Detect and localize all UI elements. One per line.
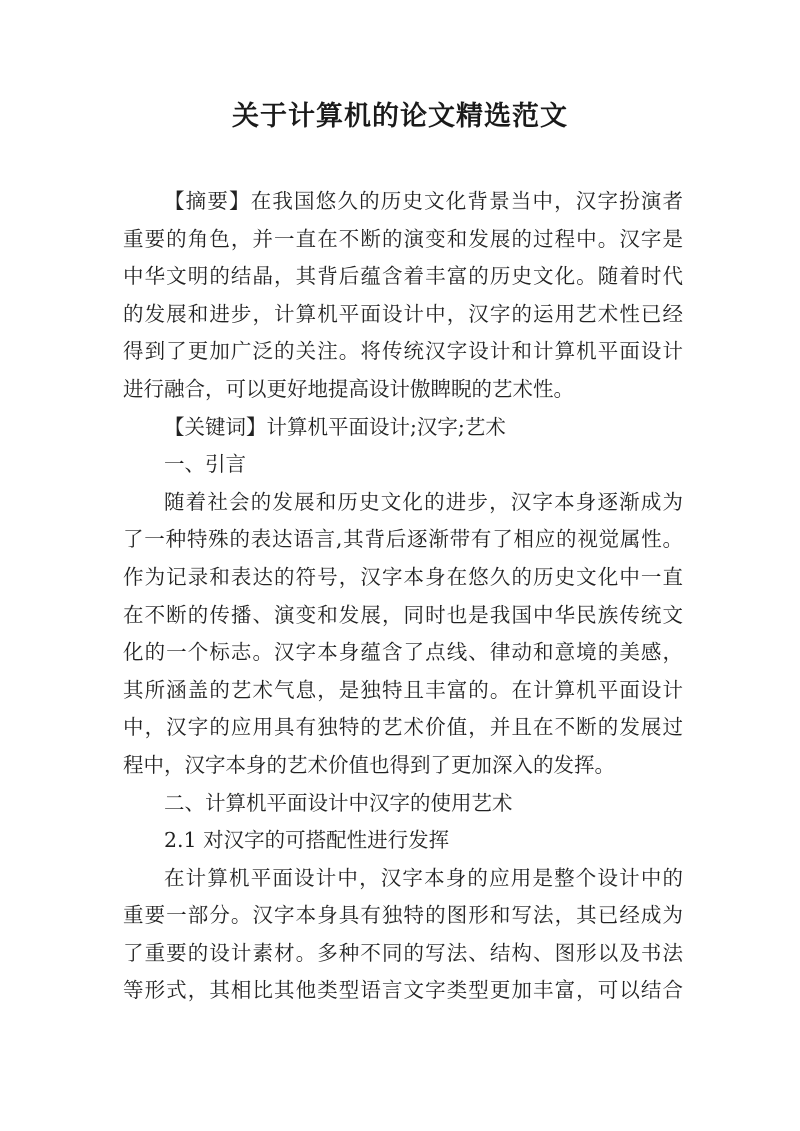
subsection-line: 了重要的设计素材。多种不同的写法、结构、图形以及书法 <box>123 940 683 965</box>
document-title: 关于计算机的论文精选范文 <box>232 101 568 132</box>
introduction-line: 程中，汉字本身的艺术价值也得到了更加深入的发挥。 <box>123 752 615 777</box>
document-body <box>123 183 683 1010</box>
subsection-2-1-paragraph <box>123 860 683 1010</box>
section-heading-1 <box>123 446 683 484</box>
keywords-line: 【关键词】计算机平面设计;汉字;艺术 <box>164 414 506 439</box>
abstract-line: 【摘要】在我国悠久的历史文化背景当中，汉字扮演者 <box>164 189 683 213</box>
section-heading-2 <box>123 785 683 823</box>
subsection-line: 等形式，其相比其他类型语言文字类型更加丰富，可以结合 <box>123 978 683 1003</box>
introduction-line: 其所涵盖的艺术气息，是独特且丰富的。在计算机平面设计 <box>123 677 683 702</box>
abstract-line: 重要的角色，并一直在不断的演变和发展的过程中。汉字是 <box>123 226 683 251</box>
keywords-paragraph <box>123 409 683 447</box>
introduction-line: 了一种特殊的表达语言,其背后逐渐带有了相应的视觉属性。 <box>123 527 683 552</box>
introduction-line: 随着社会的发展和历史文化的进步，汉字本身逐渐成为 <box>164 489 683 514</box>
abstract-line: 进行融合，可以更好地提高设计傲睥睨的艺术性。 <box>123 376 574 401</box>
subsection-line: 重要一部分。汉字本身具有独特的图形和写法，其已经成为 <box>123 903 683 928</box>
introduction-line: 作为记录和表达的符号，汉字本身在悠久的历史文化中一直 <box>123 564 683 589</box>
introduction-line: 化的一个标志。汉字本身蕴含了点线、律动和意境的美感， <box>123 640 683 665</box>
subsection-heading-2-1 <box>123 822 683 860</box>
abstract-line: 中华文明的结晶，其背后蕴含着丰富的历史文化。随着时代 <box>123 264 683 289</box>
section-heading-text: 一、引言 <box>164 452 246 477</box>
abstract-line: 得到了更加广泛的关注。将传统汉字设计和计算机平面设计 <box>123 339 683 364</box>
introduction-paragraph <box>123 484 683 785</box>
abstract-line: 的发展和进步，计算机平面设计中，汉字的运用艺术性已经 <box>123 301 683 326</box>
introduction-line: 中，汉字的应用具有独特的艺术价值，并且在不断的发展过 <box>123 715 683 740</box>
subsection-heading-text: 2.1 对汉字的可搭配性进行发挥 <box>164 828 450 853</box>
subsection-line: 在计算机平面设计中，汉字本身的应用是整个设计中的 <box>164 865 683 890</box>
section-heading-text: 二、计算机平面设计中汉字的使用艺术 <box>164 790 513 815</box>
introduction-line: 在不断的传播、演变和发展，同时也是我国中华民族传统文 <box>123 602 683 627</box>
abstract-paragraph <box>123 183 683 409</box>
